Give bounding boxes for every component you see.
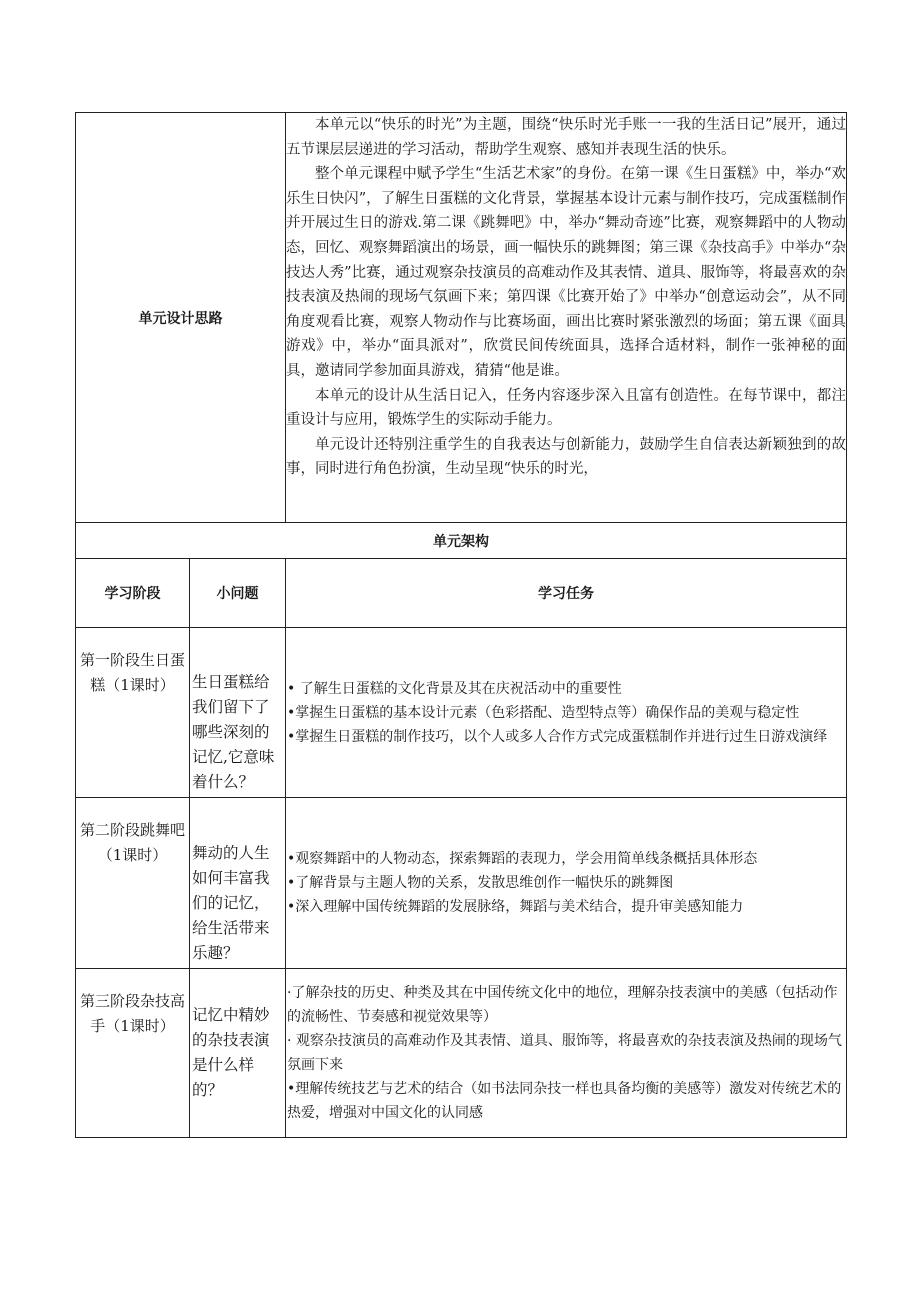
table-row <box>76 628 847 798</box>
design-paragraph: 本单元以“快乐的时光”为主题，围绕“快乐时光手账一一我的生活日记”展开，通过五节课层层递进的学习活动，帮助学生观察、感知并表现生活的快乐。 <box>286 117 846 158</box>
stage-cell: 第三阶段杂技高手（1课时） <box>76 969 190 1138</box>
stage-cell: 第一阶段生日蛋糕（1课时） <box>76 628 190 798</box>
task-item: •理解传统技艺与艺术的结合（如书法同杂技一样也具备均衡的美感等）激发对传统艺术的热爱，增强对中国文化的认同感 <box>287 1081 842 1121</box>
task-item: · 观察杂技演员的高难动作及其表情、道具、服饰等，将最喜欢的杂技表演及热闹的现场气氛画下来 <box>287 1033 842 1073</box>
tasks-cell <box>286 969 847 1138</box>
unit-plan-table <box>75 112 847 1138</box>
tasks-cell <box>286 628 847 798</box>
task-item: ·了解杂技的历史、种类及其在中国传统文化中的地位，理解杂技表演中的美感（包括动作的流畅性、节奏感和视觉效果等） <box>287 985 838 1025</box>
stage-cell: 第二阶段跳舞吧（1课时） <box>76 798 190 969</box>
question-cell: 记忆中精妙的杂技表演是什么样的？ <box>190 969 286 1138</box>
design-paragraph: 整个单元课程中赋予学生“生活艺术家”的身份。在第一课《生日蛋糕》中，举办“欢乐生日快闪”，了解生日蛋糕的文化背景，掌握基本设计元素与制作技巧，完成蛋糕制作并开展过生日的游戏.第二课《跳舞吧》中，举办“舞动奇迹”比赛，观察舞蹈中的人物动态，回忆、观察舞蹈演出的场景，画一幅快乐的跳舞图；第三课《杂技高手》中举办“杂技达人秀”比赛，通过观察杂技演员的高难动作及其表情、道具、服饰等，将最喜欢的杂技表演及热闹的现场气氛画下来；第四课《比赛开始了》中举办“创意运动会”，从不同角度观看比赛，观察人物动作与比赛场面，画出比赛时紧张激烈的场面；第五课《面具游戏》中，举办“面具派对”，欣赏民间传统面具，选择合适材料，制作一张神秘的面具，邀请同学参加面具游戏，猜猜“他是谁。 <box>286 166 846 379</box>
design-label: 单元设计思路 <box>76 113 286 523</box>
header-question: 小问题 <box>190 559 286 628</box>
structure-title: 单元架构 <box>76 523 847 559</box>
task-item: •深入理解中国传统舞蹈的发展脉络，舞蹈与美术结合，提升审美感知能力 <box>287 899 744 915</box>
design-paragraph: 单元设计还特别注重学生的自我表达与创新能力，鼓励学生自信表达新颖独到的故事，同时进行角色扮演，生动呈现“快乐的时光， <box>286 436 846 478</box>
task-item: •掌握生日蛋糕的制作技巧，以个人或多人合作方式完成蛋糕制作并进行过生日游戏演绎 <box>287 728 828 745</box>
header-row <box>76 559 847 628</box>
table-row <box>76 798 847 969</box>
table-row <box>76 969 847 1138</box>
task-item: •了解背景与主题人物的关系，发散思维创作一幅快乐的跳舞图 <box>287 875 674 891</box>
task-item: •观察舞蹈中的人物动态，探索舞蹈的表现力，学会用简单线条概括具体形态 <box>287 851 758 867</box>
design-paragraph: 本单元的设计从生活日记入，任务内容逐步深入且富有创造性。在每节课中，都注重设计与应用，锻炼学生的实际动手能力。 <box>286 387 846 429</box>
design-text <box>286 113 847 523</box>
header-tasks: 学习任务 <box>286 559 847 628</box>
structure-title-row <box>76 523 847 559</box>
question-cell: 舞动的人生如何丰富我们的记忆，给生活带来乐趣？ <box>190 798 286 969</box>
task-item: • 了解生日蛋糕的文化背景及其在庆祝活动中的重要性 <box>287 680 622 697</box>
design-row <box>76 113 847 523</box>
task-item: •掌握生日蛋糕的基本设计元素（色彩搭配、造型特点等）确保作品的美观与稳定性 <box>287 704 800 721</box>
header-stage: 学习阶段 <box>76 559 190 628</box>
question-cell: 生日蛋糕给我们留下了哪些深刻的记忆,它意味着什么？ <box>190 628 286 798</box>
tasks-cell <box>286 798 847 969</box>
